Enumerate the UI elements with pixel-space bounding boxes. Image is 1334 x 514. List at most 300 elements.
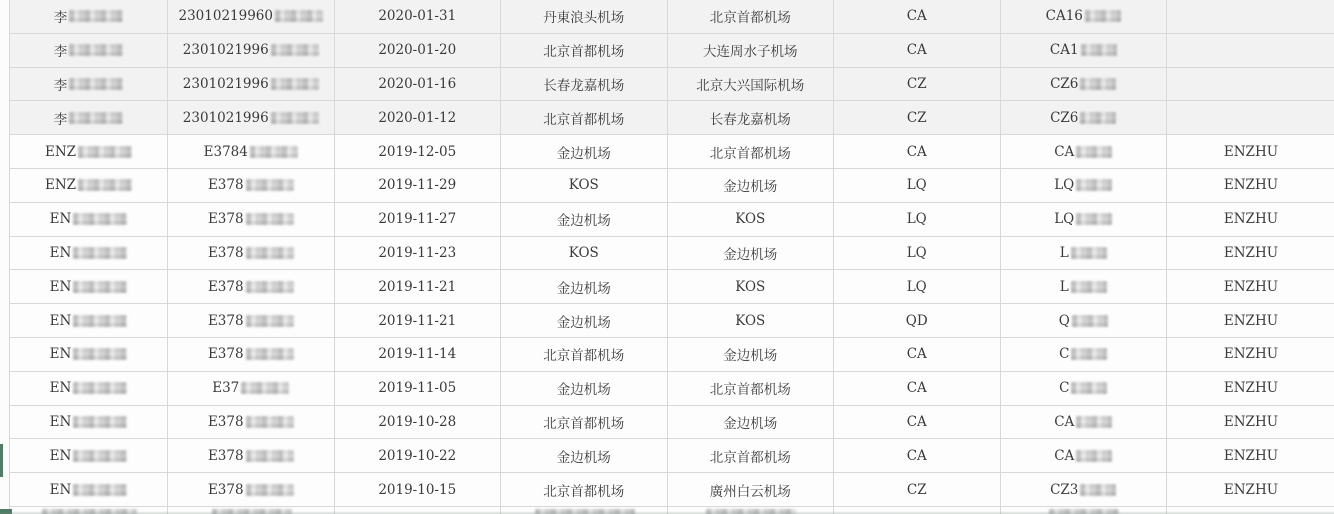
id-number-text: 2301021996 — [182, 109, 269, 126]
cell-id-number[interactable] — [168, 0, 335, 34]
departure-airport-text: 丹東浪头机场 — [543, 10, 625, 27]
cell-airline-code[interactable] — [834, 237, 1001, 271]
cell-arrival-airport[interactable] — [668, 0, 835, 34]
redaction-blur — [275, 10, 323, 22]
cell-arrival-airport[interactable] — [668, 473, 835, 507]
redaction-blur — [1076, 450, 1112, 462]
cell-flight-date[interactable] — [335, 270, 502, 304]
redaction-blur — [1076, 416, 1112, 428]
redaction-blur — [1081, 44, 1117, 56]
departure-airport-text: 金边机场 — [556, 145, 611, 162]
flight-date-text: 2019-12-05 — [378, 143, 457, 160]
departure-airport-text: 北京首都机场 — [543, 111, 625, 128]
cell-departure-airport[interactable] — [501, 406, 668, 440]
passenger-name-text: EN — [49, 211, 72, 228]
redaction-blur — [241, 382, 289, 394]
cell-id-number[interactable] — [168, 169, 335, 203]
cell-airline-code[interactable] — [834, 101, 1001, 135]
cell-flight-number[interactable] — [1001, 169, 1168, 203]
redaction-blur — [250, 146, 298, 158]
redaction-blur — [69, 44, 123, 56]
cell-airline-code[interactable] — [834, 68, 1001, 102]
flight-date-text: 2020-01-16 — [378, 75, 457, 92]
cell-passenger-tag[interactable] — [1167, 203, 1334, 237]
cell-passenger-name[interactable] — [10, 68, 168, 102]
flight-number-text: CZ6 — [1050, 109, 1079, 126]
id-number-text: E378 — [207, 177, 244, 194]
table-row — [10, 68, 1334, 102]
cell-airline-code[interactable] — [834, 507, 1001, 514]
redaction-blur — [69, 78, 123, 90]
arrival-airport-text: 北京首都机场 — [709, 145, 791, 162]
redaction-blur — [1080, 78, 1116, 90]
redaction-blur — [78, 146, 132, 158]
passenger-tag-text: ENZHU — [1223, 312, 1279, 329]
table-row — [10, 135, 1334, 169]
table-body — [10, 0, 1334, 507]
cell-airline-code[interactable] — [834, 473, 1001, 507]
flight-number-text: CA1 — [1049, 42, 1079, 59]
cell-arrival-airport[interactable] — [668, 68, 835, 102]
arrival-airport-text: 大连周水子机场 — [703, 44, 798, 61]
cell-flight-number[interactable] — [1001, 507, 1168, 514]
cell-id-number[interactable] — [168, 270, 335, 304]
redaction-blur — [73, 315, 127, 327]
cell-airline-code[interactable] — [834, 338, 1001, 372]
cell-departure-airport[interactable] — [501, 237, 668, 271]
cell-departure-airport[interactable] — [501, 439, 668, 473]
departure-airport-text: 北京首都机场 — [543, 483, 625, 500]
airline-code-text: CZ — [906, 75, 927, 92]
redaction-blur — [73, 281, 127, 293]
cell-flight-number[interactable] — [1001, 304, 1168, 338]
cell-departure-airport[interactable] — [501, 304, 668, 338]
arrival-airport-text: 金边机场 — [723, 179, 778, 196]
cell-flight-number[interactable] — [1001, 372, 1168, 406]
cell-departure-airport[interactable] — [501, 135, 668, 169]
passenger-name-text: 李 — [53, 44, 68, 61]
cell-airline-code[interactable] — [834, 439, 1001, 473]
passenger-name-text: EN — [49, 346, 72, 363]
cell-id-number[interactable] — [168, 135, 335, 169]
airline-code-text: QD — [905, 312, 928, 329]
passenger-name-text: EN — [49, 481, 72, 498]
cell-departure-airport[interactable] — [501, 270, 668, 304]
redaction-blur — [246, 348, 294, 360]
id-number-text: 23010219960 — [178, 8, 273, 25]
airline-code-text: CA — [906, 8, 927, 25]
cell-passenger-name[interactable] — [10, 439, 168, 473]
airline-code-text: CA — [906, 42, 927, 59]
flight-date-text: 2019-10-28 — [378, 413, 457, 430]
flight-number-text: L — [1059, 278, 1069, 295]
passenger-name-text: EN — [49, 278, 72, 295]
airline-code-text: CA — [906, 447, 927, 464]
redaction-blur — [246, 484, 294, 496]
flight-number-text: CA — [1054, 413, 1075, 430]
cell-arrival-airport[interactable] — [668, 372, 835, 406]
cell-passenger-name[interactable] — [10, 304, 168, 338]
cell-airline-code[interactable] — [834, 304, 1001, 338]
redaction-blur — [73, 348, 127, 360]
id-number-text: E378 — [207, 278, 244, 295]
cell-flight-date[interactable] — [335, 101, 502, 135]
cell-flight-date[interactable] — [335, 439, 502, 473]
cell-passenger-name[interactable] — [10, 135, 168, 169]
redaction-blur — [73, 382, 127, 394]
redaction-blur — [1071, 348, 1107, 360]
passenger-tag-text: ENZHU — [1223, 244, 1279, 261]
arrival-airport-text: KOS — [735, 278, 766, 295]
redaction-blur — [271, 112, 319, 124]
cell-airline-code[interactable] — [834, 169, 1001, 203]
cell-flight-date[interactable] — [335, 406, 502, 440]
cell-flight-number[interactable] — [1001, 473, 1168, 507]
passenger-tag-text: ENZHU — [1223, 346, 1279, 363]
id-number-text: E37 — [212, 380, 240, 397]
cell-flight-date[interactable] — [335, 68, 502, 102]
cell-departure-airport[interactable] — [501, 101, 668, 135]
passenger-name-text: ENZ — [44, 177, 77, 194]
redaction-blur — [246, 179, 294, 191]
cell-passenger-name[interactable] — [10, 406, 168, 440]
arrival-airport-text: 北京首都机场 — [709, 382, 791, 399]
flight-number-text: C — [1059, 346, 1070, 363]
cell-flight-date[interactable] — [335, 135, 502, 169]
cell-departure-airport[interactable] — [501, 203, 668, 237]
cell-passenger-name[interactable] — [10, 101, 168, 135]
cell-passenger-name[interactable] — [10, 270, 168, 304]
cell-arrival-airport[interactable] — [668, 101, 835, 135]
passenger-tag-text: ENZHU — [1223, 177, 1279, 194]
departure-airport-text: 长春龙嘉机场 — [543, 77, 625, 94]
flight-number-text: CA — [1054, 447, 1075, 464]
table-row — [10, 101, 1334, 135]
cell-id-number[interactable] — [168, 101, 335, 135]
cell-passenger-name[interactable] — [10, 34, 168, 68]
id-number-text: E3784 — [203, 143, 248, 160]
cell-airline-code[interactable] — [834, 34, 1001, 68]
redaction-blur — [246, 281, 294, 293]
cell-passenger-tag[interactable] — [1167, 473, 1334, 507]
cell-passenger-tag[interactable] — [1167, 507, 1334, 514]
cell-id-number[interactable] — [168, 372, 335, 406]
cell-flight-date[interactable] — [335, 507, 502, 514]
arrival-airport-text: 金边机场 — [723, 415, 778, 432]
arrival-airport-text: 廣州白云机场 — [709, 483, 791, 500]
cell-flight-number[interactable] — [1001, 406, 1168, 440]
id-number-text: E378 — [207, 481, 244, 498]
cell-flight-number[interactable] — [1001, 34, 1168, 68]
passenger-tag-text: ENZHU — [1223, 447, 1279, 464]
redaction-blur — [73, 484, 127, 496]
departure-airport-text: 金边机场 — [556, 449, 611, 466]
cell-passenger-tag[interactable] — [1167, 304, 1334, 338]
cell-arrival-airport[interactable] — [668, 135, 835, 169]
cell-arrival-airport[interactable] — [668, 338, 835, 372]
cell-airline-code[interactable] — [834, 270, 1001, 304]
cell-departure-airport[interactable] — [501, 0, 668, 34]
cell-arrival-airport[interactable] — [668, 439, 835, 473]
cell-departure-airport[interactable] — [501, 507, 668, 514]
departure-airport-text: KOS — [568, 244, 599, 261]
cell-airline-code[interactable] — [834, 406, 1001, 440]
redaction-blur — [246, 450, 294, 462]
cell-id-number[interactable] — [168, 34, 335, 68]
departure-airport-text: 北京首都机场 — [543, 44, 625, 61]
cell-passenger-tag[interactable] — [1167, 135, 1334, 169]
cell-departure-airport[interactable] — [501, 473, 668, 507]
partial-next-row — [10, 507, 1334, 514]
passenger-name-text: EN — [49, 312, 72, 329]
cell-flight-date[interactable] — [335, 338, 502, 372]
departure-airport-text: 北京首都机场 — [543, 415, 625, 432]
id-number-text: E378 — [207, 447, 244, 464]
airline-code-text: LQ — [906, 211, 927, 228]
departure-airport-text: 北京首都机场 — [543, 348, 625, 365]
departure-airport-text: 金边机场 — [556, 280, 611, 297]
cell-flight-number[interactable] — [1001, 101, 1168, 135]
passenger-name-text: EN — [49, 380, 72, 397]
passenger-name-text: ENZ — [44, 143, 77, 160]
cell-flight-date[interactable] — [335, 237, 502, 271]
flight-date-text: 2020-01-20 — [378, 42, 457, 59]
airline-code-text: CZ — [906, 109, 927, 126]
flight-number-text: CA16 — [1045, 8, 1083, 25]
cell-passenger-tag[interactable] — [1167, 101, 1334, 135]
cell-arrival-airport[interactable] — [668, 34, 835, 68]
cell-passenger-tag[interactable] — [1167, 439, 1334, 473]
cell-passenger-name[interactable] — [10, 203, 168, 237]
flight-number-text: CZ6 — [1050, 75, 1079, 92]
cell-passenger-tag[interactable] — [1167, 270, 1334, 304]
cell-passenger-tag[interactable] — [1167, 406, 1334, 440]
airline-code-text: CA — [906, 413, 927, 430]
corner-selection-marker — [0, 509, 12, 514]
table-row — [10, 203, 1334, 237]
arrival-airport-text: 长春龙嘉机场 — [709, 111, 791, 128]
departure-airport-text: KOS — [568, 177, 599, 194]
cell-passenger-tag[interactable] — [1167, 169, 1334, 203]
cell-id-number[interactable] — [168, 507, 335, 514]
flight-number-text: CZ3 — [1050, 481, 1079, 498]
passenger-name-text: EN — [49, 244, 72, 261]
cell-passenger-tag[interactable] — [1167, 68, 1334, 102]
cell-airline-code[interactable] — [834, 135, 1001, 169]
cell-passenger-name[interactable] — [10, 473, 168, 507]
flight-number-text: C — [1059, 380, 1070, 397]
passenger-name-text: EN — [49, 447, 72, 464]
cell-flight-date[interactable] — [335, 473, 502, 507]
airline-code-text: LQ — [906, 278, 927, 295]
redaction-blur — [1071, 281, 1107, 293]
redaction-blur — [212, 509, 292, 514]
cell-arrival-airport[interactable] — [668, 406, 835, 440]
id-number-text: 2301021996 — [182, 75, 269, 92]
arrival-airport-text: KOS — [735, 312, 766, 329]
id-number-text: E378 — [207, 244, 244, 261]
table-row — [10, 338, 1334, 372]
redaction-blur — [1049, 509, 1119, 514]
cell-id-number[interactable] — [168, 304, 335, 338]
cell-passenger-name[interactable] — [10, 507, 168, 514]
table-row — [10, 439, 1334, 473]
cell-arrival-airport[interactable] — [668, 237, 835, 271]
cell-passenger-name[interactable] — [10, 169, 168, 203]
departure-airport-text: 金边机场 — [556, 314, 611, 331]
flight-number-text: CA — [1054, 143, 1075, 160]
table-row — [10, 406, 1334, 440]
flight-date-text: 2019-11-21 — [378, 312, 457, 329]
redaction-blur — [42, 509, 137, 514]
cell-departure-airport[interactable] — [501, 68, 668, 102]
cell-passenger-name[interactable] — [10, 0, 168, 34]
redaction-blur — [535, 509, 635, 514]
flight-number-text: LQ — [1054, 177, 1075, 194]
flight-date-text: 2020-01-31 — [378, 8, 457, 25]
departure-airport-text: 金边机场 — [556, 382, 611, 399]
airline-code-text: LQ — [906, 244, 927, 261]
flight-date-text: 2019-11-23 — [378, 244, 457, 261]
redaction-blur — [73, 416, 127, 428]
cell-id-number[interactable] — [168, 203, 335, 237]
cell-passenger-name[interactable] — [10, 338, 168, 372]
cell-arrival-airport[interactable] — [668, 304, 835, 338]
airline-code-text: CZ — [906, 481, 927, 498]
redaction-blur — [246, 416, 294, 428]
flight-date-text: 2019-10-22 — [378, 447, 457, 464]
flight-date-text: 2019-10-15 — [378, 481, 457, 498]
redaction-blur — [78, 179, 132, 191]
cell-flight-date[interactable] — [335, 203, 502, 237]
cell-flight-number[interactable] — [1001, 68, 1168, 102]
redaction-blur — [1076, 146, 1112, 158]
arrival-airport-text: KOS — [735, 211, 766, 228]
flight-number-text: Q — [1058, 312, 1070, 329]
passenger-name-text: 李 — [53, 111, 68, 128]
redaction-blur — [271, 78, 319, 90]
flight-records-table — [9, 0, 1334, 514]
redaction-blur — [246, 213, 294, 225]
cell-id-number[interactable] — [168, 237, 335, 271]
cell-departure-airport[interactable] — [501, 372, 668, 406]
row-selection-marker — [0, 444, 3, 477]
redaction-blur — [69, 112, 123, 124]
cell-flight-number[interactable] — [1001, 439, 1168, 473]
id-number-text: E378 — [207, 413, 244, 430]
cell-flight-date[interactable] — [335, 169, 502, 203]
passenger-tag-text: ENZHU — [1223, 211, 1279, 228]
arrival-airport-text: 北京首都机场 — [709, 449, 791, 466]
arrival-airport-text: 金边机场 — [723, 348, 778, 365]
redaction-blur — [246, 315, 294, 327]
table-row — [10, 473, 1334, 507]
cell-airline-code[interactable] — [834, 203, 1001, 237]
cell-passenger-tag[interactable] — [1167, 237, 1334, 271]
cell-flight-number[interactable] — [1001, 237, 1168, 271]
table-row — [10, 34, 1334, 68]
redaction-blur — [271, 44, 319, 56]
cell-id-number[interactable] — [168, 439, 335, 473]
arrival-airport-text: 金边机场 — [723, 246, 778, 263]
cell-id-number[interactable] — [168, 68, 335, 102]
cell-id-number[interactable] — [168, 338, 335, 372]
flight-date-text: 2019-11-05 — [378, 380, 457, 397]
redaction-blur — [1076, 179, 1112, 191]
redaction-blur — [246, 247, 294, 259]
cell-departure-airport[interactable] — [501, 338, 668, 372]
passenger-tag-text: ENZHU — [1223, 278, 1279, 295]
flight-date-text: 2019-11-21 — [378, 278, 457, 295]
cell-flight-date[interactable] — [335, 0, 502, 34]
cell-departure-airport[interactable] — [501, 169, 668, 203]
table-row — [10, 304, 1334, 338]
cell-arrival-airport[interactable] — [668, 507, 835, 514]
cell-arrival-airport[interactable] — [668, 270, 835, 304]
cell-id-number[interactable] — [168, 406, 335, 440]
cell-passenger-tag[interactable] — [1167, 0, 1334, 34]
cell-flight-number[interactable] — [1001, 203, 1168, 237]
passenger-name-text: 李 — [53, 10, 68, 27]
departure-airport-text: 金边机场 — [556, 213, 611, 230]
cell-arrival-airport[interactable] — [668, 169, 835, 203]
redaction-blur — [73, 213, 127, 225]
cell-flight-date[interactable] — [335, 34, 502, 68]
airline-code-text: LQ — [906, 177, 927, 194]
cell-flight-number[interactable] — [1001, 0, 1168, 34]
cell-passenger-tag[interactable] — [1167, 34, 1334, 68]
cell-airline-code[interactable] — [834, 372, 1001, 406]
cell-departure-airport[interactable] — [501, 34, 668, 68]
cell-passenger-name[interactable] — [10, 372, 168, 406]
passenger-tag-text: ENZHU — [1223, 413, 1279, 430]
flight-date-text: 2019-11-29 — [378, 177, 457, 194]
redaction-blur — [1071, 382, 1107, 394]
redaction-blur — [1080, 484, 1116, 496]
cell-arrival-airport[interactable] — [668, 203, 835, 237]
cell-airline-code[interactable] — [834, 0, 1001, 34]
cell-id-number[interactable] — [168, 473, 335, 507]
airline-code-text: CA — [906, 380, 927, 397]
cell-passenger-tag[interactable] — [1167, 372, 1334, 406]
id-number-text: E378 — [207, 346, 244, 363]
id-number-text: E378 — [207, 211, 244, 228]
cell-flight-number[interactable] — [1001, 135, 1168, 169]
cell-flight-date[interactable] — [335, 372, 502, 406]
flight-date-text: 2019-11-27 — [378, 211, 457, 228]
cell-passenger-tag[interactable] — [1167, 338, 1334, 372]
passenger-name-text: EN — [49, 413, 72, 430]
passenger-name-text: 李 — [53, 77, 68, 94]
cell-flight-number[interactable] — [1001, 270, 1168, 304]
redaction-blur — [73, 247, 127, 259]
redaction-blur — [1071, 247, 1107, 259]
id-number-text: 2301021996 — [182, 42, 269, 59]
redaction-blur — [73, 450, 127, 462]
airline-code-text: CA — [906, 143, 927, 160]
redaction-blur — [1076, 213, 1112, 225]
redaction-blur — [706, 509, 796, 514]
flight-number-text: L — [1059, 244, 1069, 261]
table-row — [10, 237, 1334, 271]
airline-code-text: CA — [906, 346, 927, 363]
cell-flight-date[interactable] — [335, 304, 502, 338]
flight-number-text: LQ — [1054, 211, 1075, 228]
redaction-blur — [1080, 112, 1116, 124]
cell-flight-number[interactable] — [1001, 338, 1168, 372]
cell-passenger-name[interactable] — [10, 237, 168, 271]
redaction-blur — [1072, 315, 1108, 327]
